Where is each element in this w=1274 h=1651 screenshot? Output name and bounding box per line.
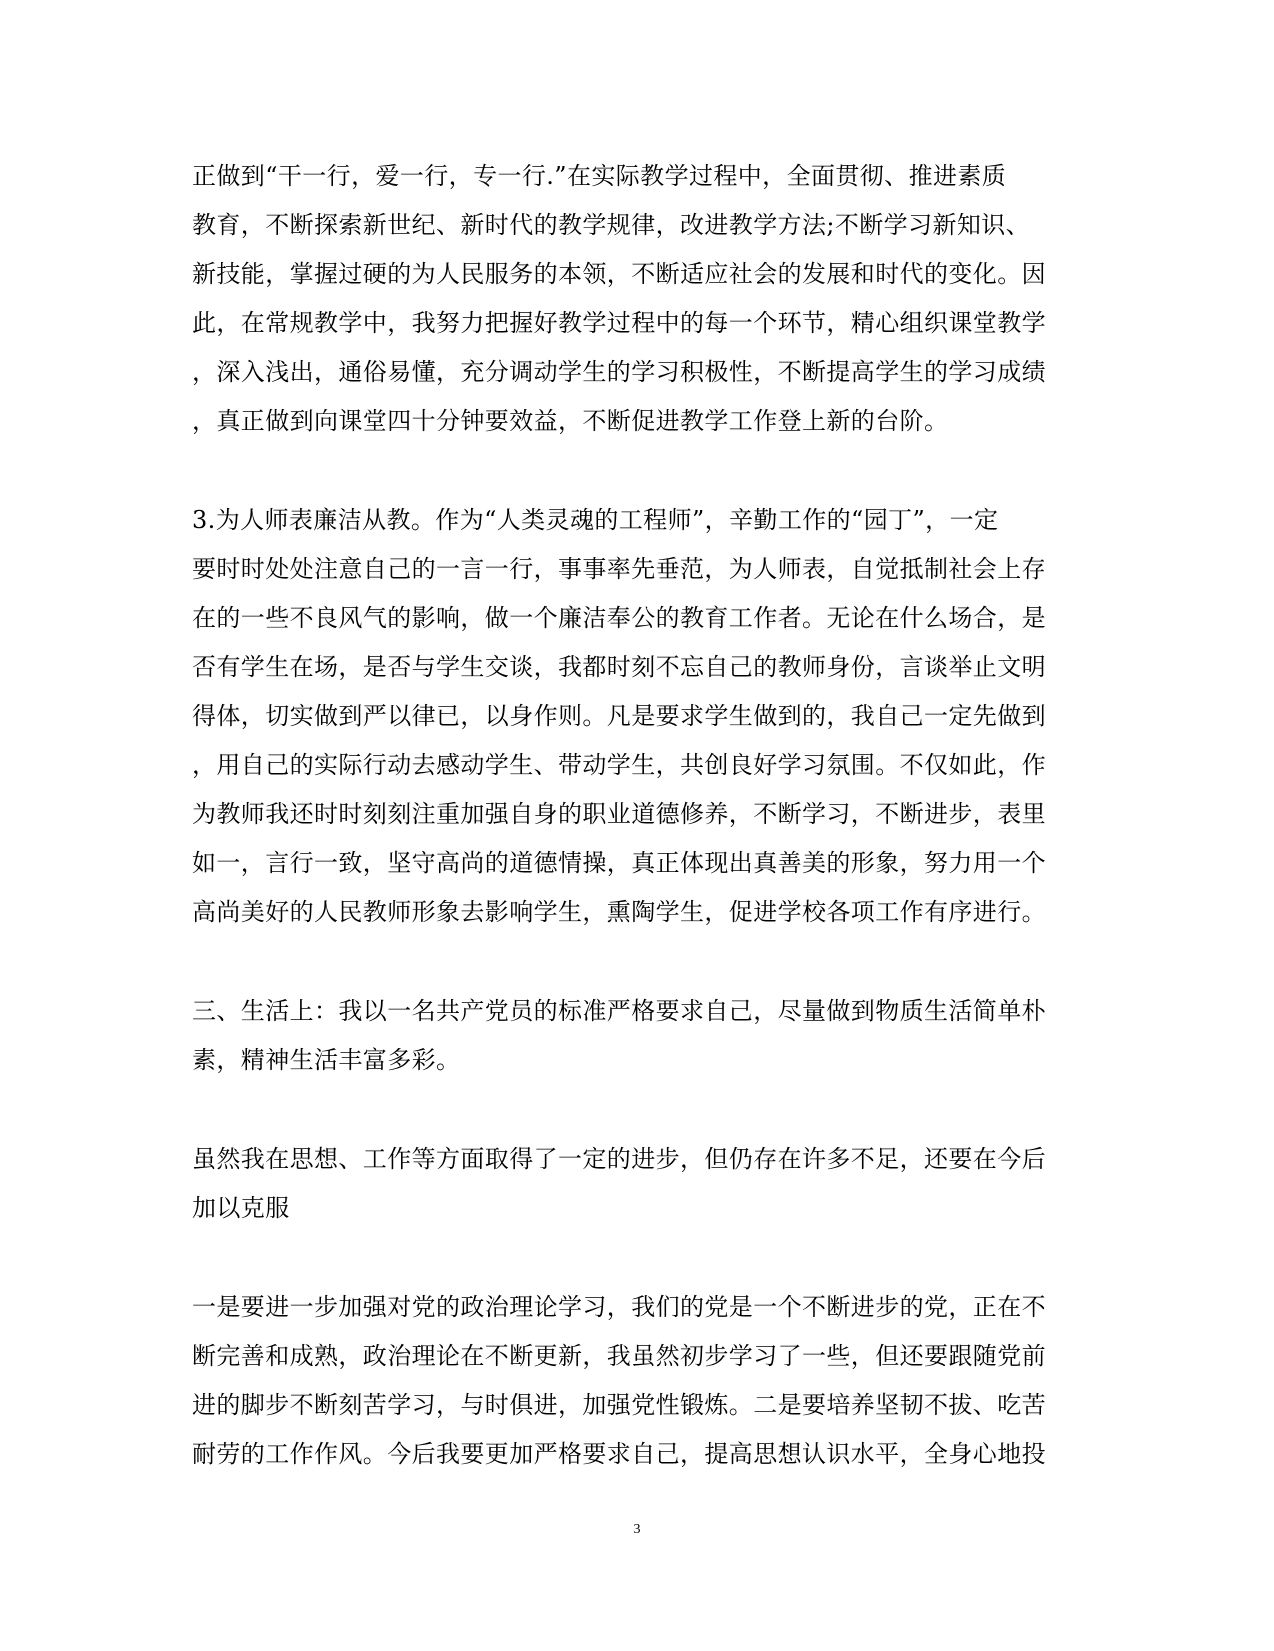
text-line: ，深入浅出，通俗易懂，充分调动学生的学习积极性，不断提高学生的学习成绩	[192, 358, 1046, 386]
paragraph-shortcomings	[192, 1135, 1072, 1233]
page-number: 3	[633, 1522, 641, 1537]
text-line: 教育，不断探索新世纪、新时代的教学规律，改进教学方法;不断学习新知识、	[192, 211, 1031, 239]
text-line: 此，在常规教学中，我努力把握好教学过程中的每一个环节，精心组织课堂教学	[192, 309, 1046, 337]
paragraph-life	[192, 987, 1072, 1085]
text-line: 要时时处处注意自己的一言一行，事事率先垂范，为人师表，自觉抵制社会上存	[192, 555, 1046, 583]
document-body	[192, 152, 1072, 1529]
text-line: ，用自己的实际行动去感动学生、带动学生，共创良好学习氛围。不仅如此，作	[192, 751, 1046, 779]
text-line: 素，精神生活丰富多彩。	[192, 1046, 461, 1074]
paragraph-role-model	[192, 496, 1072, 937]
text-line: ，真正做到向课堂四十分钟要效益，不断促进教学工作登上新的台阶。	[192, 407, 949, 435]
paragraph-teaching-practice	[192, 152, 1072, 446]
text-line: 一是要进一步加强对党的政治理论学习，我们的党是一个不断进步的党，正在不	[192, 1293, 1046, 1321]
text-line: 断完善和成熟，政治理论在不断更新，我虽然初步学习了一些，但还要跟随党前	[192, 1342, 1046, 1370]
text-line: 如一，言行一致，坚守高尚的道德情操，真正体现出真善美的形象，努力用一个	[192, 849, 1046, 877]
text-line: 耐劳的工作作风。今后我要更加严格要求自己，提高思想认识水平，全身心地投	[192, 1440, 1046, 1468]
text-line: 否有学生在场，是否与学生交谈，我都时刻不忘自己的教师身份，言谈举止文明	[192, 653, 1046, 681]
paragraph-improvements	[192, 1283, 1072, 1479]
text-line: 虽然我在思想、工作等方面取得了一定的进步，但仍存在许多不足，还要在今后	[192, 1145, 1046, 1173]
text-line: 新技能，掌握过硬的为人民服务的本领，不断适应社会的发展和时代的变化。因	[192, 260, 1046, 288]
text-line: 为教师我还时时刻刻注重加强自身的职业道德修养，不断学习，不断进步，表里	[192, 800, 1046, 828]
text-line: 三、生活上：我以一名共产党员的标准严格要求自己，尽量做到物质生活简单朴	[192, 997, 1046, 1025]
text-line: 在的一些不良风气的影响，做一个廉洁奉公的教育工作者。无论在什么场合，是	[192, 604, 1046, 632]
text-line: 正做到“干一行，爱一行，专一行.”在实际教学过程中，全面贯彻、推进素质	[192, 162, 1007, 190]
text-line: 加以克服	[192, 1194, 290, 1222]
text-line: 高尚美好的人民教师形象去影响学生，熏陶学生，促进学校各项工作有序进行。	[192, 898, 1046, 926]
text-line: 3.为人师表廉洁从教。作为“人类灵魂的工程师”，辛勤工作的“园丁”，一定	[192, 506, 999, 534]
text-line: 得体，切实做到严以律已，以身作则。凡是要求学生做到的，我自己一定先做到	[192, 702, 1046, 730]
text-line: 进的脚步不断刻苦学习，与时俱进，加强党性锻炼。二是要培养坚韧不拔、吃苦	[192, 1391, 1046, 1419]
